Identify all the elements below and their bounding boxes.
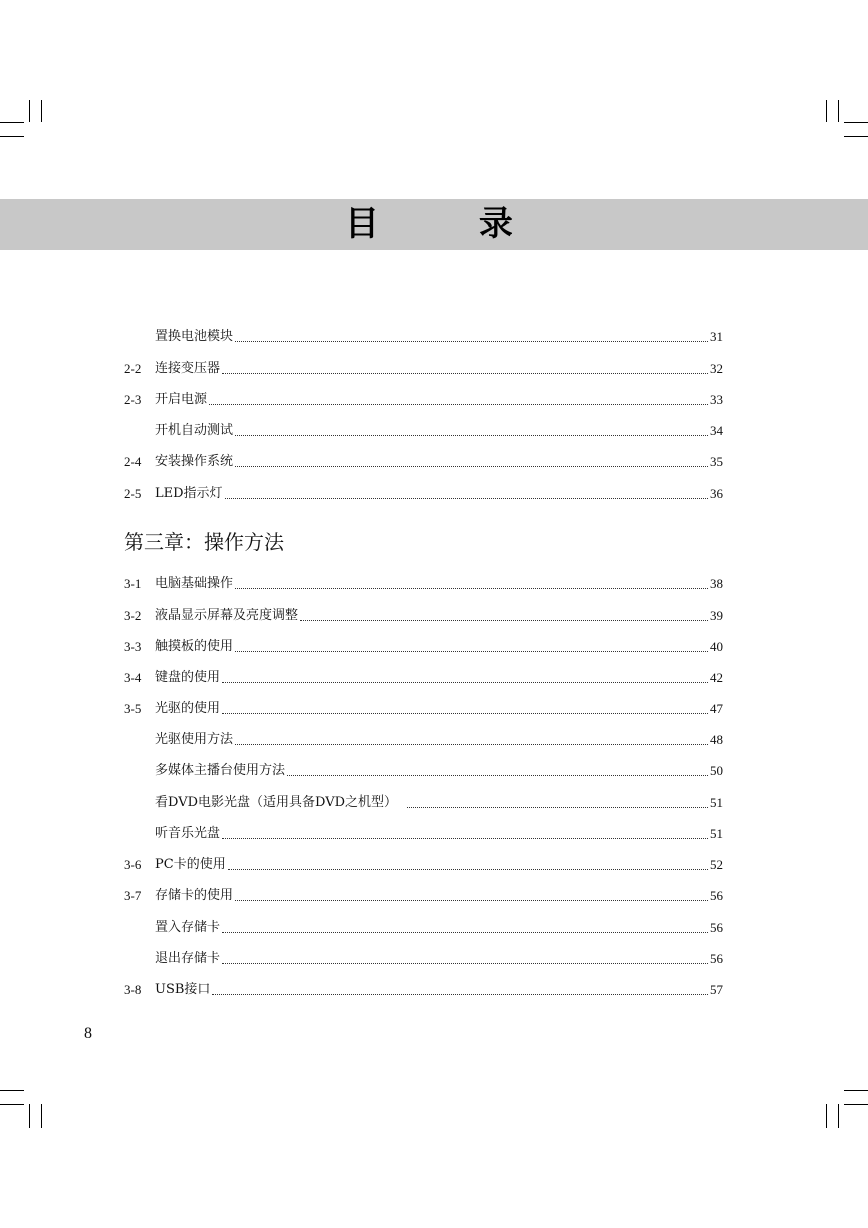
toc-number: 2-2 bbox=[124, 361, 142, 376]
leader-dots bbox=[225, 498, 708, 499]
toc-label: 看DVD电影光盘（适用具备DVD之机型） bbox=[155, 795, 398, 810]
toc-page: 40 bbox=[710, 639, 723, 654]
toc-label: 电脑基础操作 bbox=[155, 576, 234, 591]
toc-page: 42 bbox=[710, 670, 723, 685]
leader-dots bbox=[407, 807, 708, 808]
toc-number: 2-5 bbox=[124, 486, 142, 501]
toc-item[interactable] bbox=[124, 792, 723, 812]
toc-label: 键盘的使用 bbox=[155, 670, 221, 685]
toc-item[interactable] bbox=[124, 483, 723, 503]
toc-page: 48 bbox=[710, 732, 723, 747]
toc-label: 多媒体主播台使用方法 bbox=[155, 763, 286, 778]
toc-page: 36 bbox=[710, 486, 723, 501]
toc-number: 2-4 bbox=[124, 454, 142, 469]
leader-dots bbox=[222, 682, 708, 683]
toc-label: 听音乐光盘 bbox=[155, 826, 221, 841]
toc-number: 3-3 bbox=[124, 639, 142, 654]
leader-dots bbox=[235, 744, 708, 745]
toc-label: 连接变压器 bbox=[155, 361, 221, 376]
toc-label: USB接口 bbox=[155, 982, 211, 997]
toc-item[interactable] bbox=[124, 979, 723, 999]
toc-label: 置换电池模块 bbox=[155, 329, 234, 344]
leader-dots bbox=[228, 869, 708, 870]
leader-dots bbox=[235, 651, 708, 652]
toc-page: 32 bbox=[710, 361, 723, 376]
page-title: 目 录 bbox=[345, 204, 557, 244]
toc-label: 存储卡的使用 bbox=[155, 888, 234, 903]
toc-number: 3-8 bbox=[124, 982, 142, 997]
toc-number: 3-5 bbox=[124, 701, 142, 716]
toc-item[interactable] bbox=[124, 389, 723, 409]
toc-number: 3-6 bbox=[124, 857, 142, 872]
toc-number: 3-4 bbox=[124, 670, 142, 685]
toc-page: 57 bbox=[710, 982, 723, 997]
toc-item[interactable] bbox=[124, 729, 723, 749]
toc-page: 47 bbox=[710, 701, 723, 716]
toc-label: 液晶显示屏幕及亮度调整 bbox=[155, 608, 299, 623]
toc-page: 56 bbox=[710, 951, 723, 966]
toc-item[interactable] bbox=[124, 451, 723, 471]
leader-dots bbox=[287, 775, 708, 776]
toc-page: 51 bbox=[710, 826, 723, 841]
toc-page: 52 bbox=[710, 857, 723, 872]
toc-page: 31 bbox=[710, 329, 723, 344]
toc-item[interactable] bbox=[124, 326, 723, 346]
toc-item[interactable] bbox=[124, 885, 723, 905]
toc-page: 39 bbox=[710, 608, 723, 623]
leader-dots bbox=[222, 838, 708, 839]
leader-dots bbox=[235, 341, 708, 342]
leader-dots bbox=[222, 963, 708, 964]
toc-page: 35 bbox=[710, 454, 723, 469]
leader-dots bbox=[235, 435, 708, 436]
toc-page: 56 bbox=[710, 920, 723, 935]
toc-label: 退出存储卡 bbox=[155, 951, 221, 966]
toc-item[interactable] bbox=[124, 823, 723, 843]
toc-page: 34 bbox=[710, 423, 723, 438]
leader-dots bbox=[222, 713, 708, 714]
toc-label: LED指示灯 bbox=[155, 486, 223, 501]
toc-page: 51 bbox=[710, 795, 723, 810]
toc-item[interactable] bbox=[124, 636, 723, 656]
toc-number: 2-3 bbox=[124, 392, 142, 407]
toc-label: 触摸板的使用 bbox=[155, 639, 234, 654]
toc-item[interactable] bbox=[124, 667, 723, 687]
leader-dots bbox=[209, 404, 708, 405]
toc-label: 光驱使用方法 bbox=[155, 732, 234, 747]
toc-label: 开启电源 bbox=[155, 392, 208, 407]
toc-page: 56 bbox=[710, 888, 723, 903]
leader-dots bbox=[235, 900, 708, 901]
toc-label: 光驱的使用 bbox=[155, 701, 221, 716]
toc-page: 50 bbox=[710, 763, 723, 778]
toc-item[interactable] bbox=[124, 698, 723, 718]
toc-item[interactable] bbox=[124, 760, 723, 780]
toc-label: PC卡的使用 bbox=[155, 857, 226, 872]
leader-dots bbox=[300, 620, 708, 621]
toc-label: 安装操作系统 bbox=[155, 454, 234, 469]
toc-item[interactable] bbox=[124, 358, 723, 378]
leader-dots bbox=[222, 932, 708, 933]
toc-number: 3-7 bbox=[124, 888, 142, 903]
toc-item[interactable] bbox=[124, 917, 723, 937]
page-number: 8 bbox=[84, 1025, 92, 1042]
chapter-heading: 第三章：操作方法 bbox=[124, 530, 284, 554]
toc-page: 33 bbox=[710, 392, 723, 407]
leader-dots bbox=[212, 994, 708, 995]
toc-item[interactable] bbox=[124, 573, 723, 593]
toc-page: 38 bbox=[710, 576, 723, 591]
leader-dots bbox=[235, 588, 708, 589]
toc-number: 3-1 bbox=[124, 576, 142, 591]
leader-dots bbox=[235, 466, 708, 467]
toc-item[interactable] bbox=[124, 948, 723, 968]
leader-dots bbox=[222, 373, 708, 374]
toc-item[interactable] bbox=[124, 420, 723, 440]
toc-label: 置入存储卡 bbox=[155, 920, 221, 935]
toc-item[interactable] bbox=[124, 605, 723, 625]
toc-label: 开机自动测试 bbox=[155, 423, 234, 438]
toc-item[interactable] bbox=[124, 854, 723, 874]
toc-number: 3-2 bbox=[124, 608, 142, 623]
